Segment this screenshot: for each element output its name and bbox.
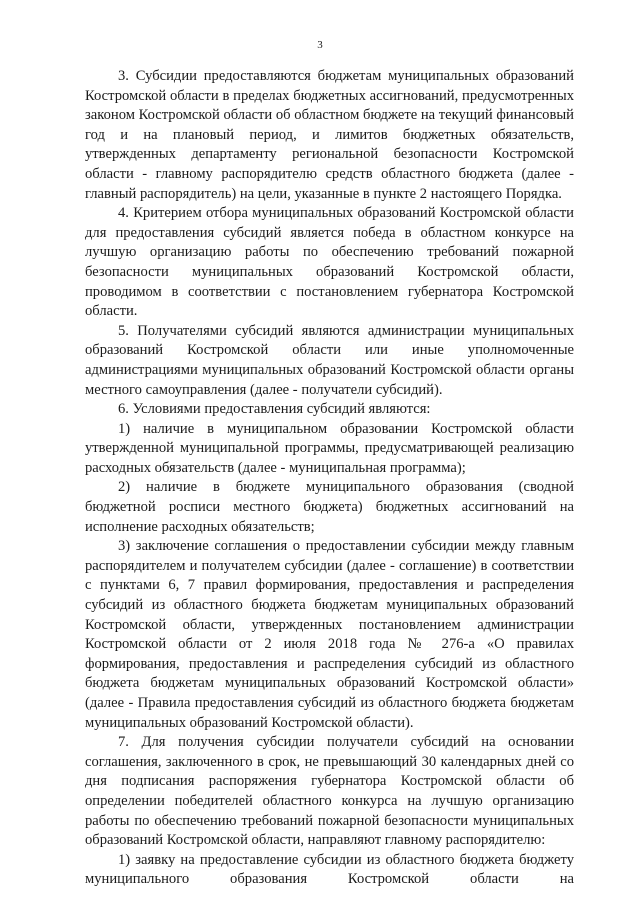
condition-3-agreement: 3) заключение соглашения о предоставлении субсидии между главным распорядителем и получателем субсидии (далее - соглашение) в соответствии с пунктами 6, 7 правил формирования, предоставления и распределения субсидий из областного бюджета бюджетам муниципальных образований Костромской области, утвержденных постановлением администрации Костромской области от 2 июля 2018 года № 276-а «О правилах формирования, предоставления и распределения субсидий из областного бюджета бюджетам муниципальных образований Костромской области» (далее - Правила предоставления субсидий из областного бюджета бюджетам муниципальных образований Костромской области).	[85, 538, 574, 731]
page-number: 3	[317, 39, 323, 51]
paragraph-7-obtaining-subsidy: 7. Для получения субсидии получатели субсидий на основании соглашения, заключенного в срок, не превышающий 30 календарных дней со дня подписания распоряжения губернатора Костромской области об определении победителей областного конкурса на лучшую организацию работы по обеспечению требований пожарной безопасности муниципальных образований Костромской области, направляют главному распорядителю:	[85, 734, 574, 849]
paragraph-3-subsidies-provision: 3. Субсидии предоставляются бюджетам муниципальных образований Костромской области в пределах бюджетных ассигнований, предусмотренных законом Костромской области об областном бюджете на текущий финансовый год и на плановый период, и лимитов бюджетных обязательств, утвержденных департаменту региональной безопасности Костромской области - главному распорядителю средств областного бюджета (далее - главный распорядитель) на цели, указанные в пункте 2 настоящего Порядка.	[85, 68, 574, 202]
paragraph-6-conditions-heading: 6. Условиями предоставления субсидий являются:	[118, 401, 431, 418]
paragraph-4-selection-criterion: 4. Критерием отбора муниципальных образований Костромской области для предоставления субсидий является победа в областном конкурсе на лучшую организацию работы по обеспечению требований пожарной безопасности муниципальных образований Костромской области, проводимом в соответствии с постановлением губернатора Костромской области.	[85, 205, 574, 320]
document-body	[85, 67, 574, 890]
item-1-subsidy-application: 1) заявку на предоставление субсидии из областного бюджета бюджету муниципального образования Костромской области на	[85, 851, 574, 888]
condition-2-budget-allocations: 2) наличие в бюджете муниципального образования (сводной бюджетной росписи местного бюджета) бюджетных ассигнований на исполнение расходных обязательств;	[85, 479, 574, 535]
paragraph-5-subsidy-recipients: 5. Получателями субсидий являются администрации муниципальных образований Костромской области или иные уполномоченные администрациями муниципальных образований Костромской области органы местного самоуправления (далее - получатели субсидий).	[85, 322, 574, 398]
condition-1-municipal-program: 1) наличие в муниципальном образовании Костромской области утвержденной муниципальной программы, предусматривающей реализацию расходных обязательств (далее - муниципальная программа);	[85, 420, 574, 476]
